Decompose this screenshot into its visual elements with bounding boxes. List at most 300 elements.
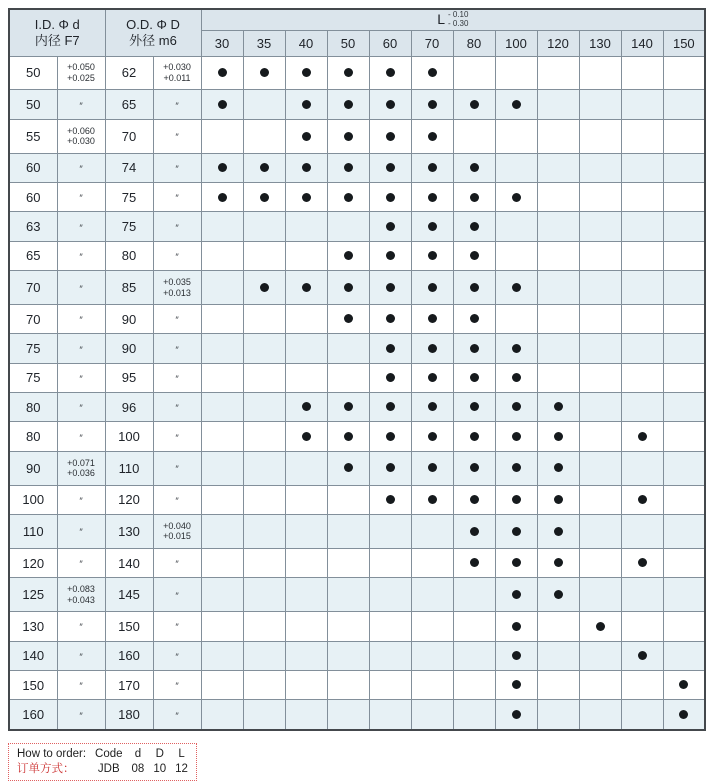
id-tolerance-cell <box>57 363 105 392</box>
availability-cell <box>495 212 537 241</box>
availability-dot <box>554 495 563 504</box>
od-cell: 75 <box>105 183 153 212</box>
availability-cell <box>537 393 579 422</box>
availability-cell <box>495 578 537 612</box>
availability-dot <box>302 193 311 202</box>
length-column-header: 80 <box>453 30 495 56</box>
availability-cell <box>621 183 663 212</box>
table-row <box>9 393 705 422</box>
id-tolerance-cell <box>57 119 105 153</box>
availability-cell <box>369 514 411 548</box>
availability-cell <box>453 612 495 641</box>
availability-dot <box>302 68 311 77</box>
availability-cell <box>243 271 285 305</box>
availability-cell <box>453 422 495 451</box>
availability-cell <box>201 212 243 241</box>
availability-cell <box>663 514 705 548</box>
availability-cell <box>579 363 621 392</box>
availability-cell <box>663 241 705 270</box>
od-cell: 140 <box>105 548 153 577</box>
availability-dot <box>679 710 688 719</box>
tolerance-line: +0.011 <box>163 72 191 83</box>
id-cell: 50 <box>9 90 57 119</box>
availability-cell <box>285 56 327 90</box>
availability-cell <box>495 56 537 90</box>
availability-dot <box>554 463 563 472</box>
availability-cell <box>537 305 579 334</box>
od-cell: 75 <box>105 212 153 241</box>
availability-cell <box>495 90 537 119</box>
id-cell: 90 <box>9 451 57 485</box>
availability-dot <box>386 132 395 141</box>
availability-cell <box>453 183 495 212</box>
availability-cell <box>663 363 705 392</box>
availability-dot <box>344 432 353 441</box>
ditto-mark: ″ <box>175 100 179 112</box>
availability-cell <box>327 305 369 334</box>
availability-cell <box>579 612 621 641</box>
od-cell: 96 <box>105 393 153 422</box>
availability-cell <box>453 119 495 153</box>
id-cell: 110 <box>9 514 57 548</box>
availability-dot <box>386 495 395 504</box>
availability-cell <box>243 700 285 730</box>
availability-cell <box>537 212 579 241</box>
availability-dot <box>470 100 479 109</box>
availability-cell <box>201 422 243 451</box>
availability-dot <box>344 68 353 77</box>
availability-cell <box>621 514 663 548</box>
availability-cell <box>327 641 369 670</box>
availability-cell <box>495 612 537 641</box>
availability-dot <box>428 100 437 109</box>
availability-cell <box>201 90 243 119</box>
availability-cell <box>369 334 411 363</box>
availability-cell <box>327 700 369 730</box>
table-row <box>9 485 705 514</box>
availability-dot <box>470 373 479 382</box>
availability-dot <box>344 402 353 411</box>
id-tolerance-cell <box>57 641 105 670</box>
tolerance-line: +0.083 <box>67 584 95 595</box>
availability-dot <box>470 402 479 411</box>
ditto-mark: ″ <box>175 590 179 602</box>
availability-cell <box>369 241 411 270</box>
od-tolerance-cell <box>153 670 201 699</box>
availability-cell <box>243 451 285 485</box>
tolerance-line: +0.035 <box>163 277 191 288</box>
od-tolerance-cell <box>153 548 201 577</box>
availability-dot <box>302 163 311 172</box>
id-tolerance-cell <box>57 90 105 119</box>
availability-cell <box>369 393 411 422</box>
length-column-header: 140 <box>621 30 663 56</box>
availability-dot <box>344 251 353 260</box>
availability-cell <box>285 578 327 612</box>
od-cell: 110 <box>105 451 153 485</box>
availability-cell <box>369 422 411 451</box>
availability-cell <box>243 363 285 392</box>
availability-cell <box>369 212 411 241</box>
availability-cell <box>369 700 411 730</box>
availability-cell <box>201 56 243 90</box>
availability-cell <box>621 56 663 90</box>
od-column-header <box>105 9 201 56</box>
availability-cell <box>411 670 453 699</box>
availability-cell <box>411 514 453 548</box>
availability-cell <box>579 700 621 730</box>
availability-dot <box>428 68 437 77</box>
id-header-subtitle: 内径 F7 <box>34 32 80 48</box>
availability-cell <box>663 119 705 153</box>
od-cell: 85 <box>105 271 153 305</box>
availability-cell <box>537 56 579 90</box>
id-tolerance-cell <box>57 305 105 334</box>
availability-dot <box>428 314 437 323</box>
table-row <box>9 548 705 577</box>
table-row <box>9 514 705 548</box>
id-tolerance-cell <box>57 514 105 548</box>
availability-cell <box>411 485 453 514</box>
availability-cell <box>285 183 327 212</box>
availability-cell <box>243 241 285 270</box>
availability-cell <box>453 548 495 577</box>
availability-dot <box>386 402 395 411</box>
availability-cell <box>201 363 243 392</box>
availability-dot <box>512 590 521 599</box>
availability-cell <box>537 271 579 305</box>
length-column-header: 35 <box>243 30 285 56</box>
od-tolerance-cell <box>153 485 201 514</box>
spec-table-body <box>9 56 705 730</box>
availability-dot <box>512 651 521 660</box>
length-column-header: 100 <box>495 30 537 56</box>
tolerance-line: +0.013 <box>163 287 191 298</box>
od-tolerance-cell <box>153 305 201 334</box>
od-cell: 62 <box>105 56 153 90</box>
availability-cell <box>621 90 663 119</box>
tolerance-line: +0.030 <box>67 136 95 147</box>
availability-cell <box>327 451 369 485</box>
availability-cell <box>411 451 453 485</box>
availability-dot <box>470 222 479 231</box>
availability-dot <box>554 558 563 567</box>
availability-cell <box>579 212 621 241</box>
ditto-mark: ″ <box>175 132 179 144</box>
spec-table-head <box>9 9 705 56</box>
availability-dot <box>386 283 395 292</box>
ditto-mark: ″ <box>79 495 83 507</box>
table-row <box>9 241 705 270</box>
availability-cell <box>663 334 705 363</box>
id-cell: 130 <box>9 612 57 641</box>
availability-cell <box>201 451 243 485</box>
ditto-mark: ″ <box>79 432 83 444</box>
ditto-mark: ″ <box>175 710 179 722</box>
ditto-mark: ″ <box>79 651 83 663</box>
availability-cell <box>621 271 663 305</box>
od-cell: 170 <box>105 670 153 699</box>
availability-cell <box>537 119 579 153</box>
availability-dot <box>554 590 563 599</box>
availability-dot <box>260 193 269 202</box>
availability-cell <box>495 271 537 305</box>
availability-cell <box>369 641 411 670</box>
availability-cell <box>411 183 453 212</box>
table-row <box>9 641 705 670</box>
od-cell: 90 <box>105 334 153 363</box>
availability-cell <box>537 153 579 182</box>
availability-dot <box>386 163 395 172</box>
availability-cell <box>411 363 453 392</box>
tolerance-line: +0.036 <box>67 468 95 479</box>
ditto-mark: ″ <box>175 651 179 663</box>
availability-dot <box>344 283 353 292</box>
od-cell: 80 <box>105 241 153 270</box>
availability-cell <box>411 700 453 730</box>
availability-cell <box>663 578 705 612</box>
ditto-mark: ″ <box>175 315 179 327</box>
order-code-top: Code <box>95 747 123 760</box>
availability-cell <box>453 334 495 363</box>
availability-cell <box>663 212 705 241</box>
id-cell: 60 <box>9 183 57 212</box>
od-tolerance-cell <box>153 578 201 612</box>
availability-dot <box>470 283 479 292</box>
availability-cell <box>537 90 579 119</box>
table-row <box>9 305 705 334</box>
availability-dot <box>218 193 227 202</box>
availability-cell <box>327 90 369 119</box>
availability-cell <box>411 56 453 90</box>
availability-dot <box>512 680 521 689</box>
availability-cell <box>327 548 369 577</box>
availability-cell <box>579 422 621 451</box>
availability-cell <box>369 612 411 641</box>
availability-cell <box>243 641 285 670</box>
ditto-mark: ″ <box>79 559 83 571</box>
id-cell: 80 <box>9 393 57 422</box>
availability-cell <box>663 56 705 90</box>
availability-cell <box>243 212 285 241</box>
availability-cell <box>243 578 285 612</box>
availability-cell <box>285 422 327 451</box>
availability-cell <box>621 548 663 577</box>
order-info-box <box>8 743 197 781</box>
length-column-header: 70 <box>411 30 453 56</box>
availability-cell <box>537 641 579 670</box>
availability-dot <box>344 463 353 472</box>
od-cell: 90 <box>105 305 153 334</box>
availability-cell <box>663 700 705 730</box>
tolerance-line: +0.015 <box>163 531 191 542</box>
ditto-mark: ″ <box>79 100 83 112</box>
availability-dot <box>428 251 437 260</box>
ditto-mark: ″ <box>79 681 83 693</box>
ditto-mark: ″ <box>175 403 179 415</box>
availability-dot <box>512 622 521 631</box>
availability-cell <box>453 578 495 612</box>
availability-cell <box>285 641 327 670</box>
id-cell: 150 <box>9 670 57 699</box>
availability-cell <box>537 612 579 641</box>
order-L-top: L <box>178 747 185 760</box>
availability-dot <box>344 193 353 202</box>
availability-cell <box>495 119 537 153</box>
availability-cell <box>537 700 579 730</box>
availability-cell <box>285 153 327 182</box>
tolerance-line: +0.071 <box>67 457 95 468</box>
availability-dot <box>470 527 479 536</box>
availability-cell <box>369 56 411 90</box>
availability-dot <box>428 373 437 382</box>
availability-dot <box>428 495 437 504</box>
availability-cell <box>243 56 285 90</box>
ditto-mark: ″ <box>175 559 179 571</box>
availability-dot <box>470 558 479 567</box>
availability-cell <box>243 485 285 514</box>
availability-cell <box>285 485 327 514</box>
availability-cell <box>201 578 243 612</box>
availability-cell <box>327 363 369 392</box>
availability-dot <box>512 344 521 353</box>
availability-dot <box>512 495 521 504</box>
availability-cell <box>663 451 705 485</box>
id-cell: 65 <box>9 241 57 270</box>
availability-cell <box>579 183 621 212</box>
availability-cell <box>411 119 453 153</box>
id-tolerance-cell <box>57 670 105 699</box>
availability-dot <box>679 680 688 689</box>
availability-dot <box>638 651 647 660</box>
availability-cell <box>369 153 411 182</box>
availability-cell <box>621 241 663 270</box>
table-row <box>9 612 705 641</box>
availability-cell <box>369 578 411 612</box>
availability-cell <box>579 548 621 577</box>
od-tolerance-cell <box>153 393 201 422</box>
availability-dot <box>386 314 395 323</box>
ditto-mark: ″ <box>79 344 83 356</box>
availability-cell <box>285 90 327 119</box>
availability-dot <box>386 68 395 77</box>
availability-dot <box>512 373 521 382</box>
availability-cell <box>453 56 495 90</box>
availability-cell <box>453 641 495 670</box>
availability-dot <box>260 283 269 292</box>
availability-dot <box>428 222 437 231</box>
availability-cell <box>369 305 411 334</box>
table-row <box>9 271 705 305</box>
od-tolerance-cell <box>153 700 201 730</box>
id-cell: 55 <box>9 119 57 153</box>
od-cell: 65 <box>105 90 153 119</box>
availability-dot <box>470 344 479 353</box>
id-tolerance-cell <box>57 334 105 363</box>
availability-cell <box>369 548 411 577</box>
availability-cell <box>201 183 243 212</box>
availability-dot <box>512 463 521 472</box>
availability-cell <box>243 305 285 334</box>
table-row <box>9 212 705 241</box>
availability-dot <box>386 432 395 441</box>
availability-cell <box>327 212 369 241</box>
od-tolerance-cell <box>153 153 201 182</box>
tolerance-line: +0.060 <box>67 125 95 136</box>
availability-cell <box>579 305 621 334</box>
availability-dot <box>512 193 521 202</box>
availability-cell <box>621 612 663 641</box>
availability-dot <box>470 314 479 323</box>
order-code-bottom: JDB <box>97 763 120 776</box>
availability-cell <box>495 334 537 363</box>
id-cell: 75 <box>9 334 57 363</box>
availability-cell <box>369 271 411 305</box>
id-cell: 70 <box>9 271 57 305</box>
availability-cell <box>327 670 369 699</box>
availability-dot <box>512 558 521 567</box>
availability-cell <box>495 422 537 451</box>
availability-cell <box>537 422 579 451</box>
availability-cell <box>663 670 705 699</box>
availability-cell <box>621 670 663 699</box>
availability-cell <box>285 271 327 305</box>
availability-cell <box>243 90 285 119</box>
od-tolerance-cell <box>153 641 201 670</box>
availability-dot <box>554 432 563 441</box>
tolerance-line: +0.025 <box>67 72 95 83</box>
availability-cell <box>495 548 537 577</box>
ditto-mark: ″ <box>175 251 179 263</box>
availability-cell <box>621 578 663 612</box>
availability-dot <box>302 132 311 141</box>
availability-cell <box>579 485 621 514</box>
availability-cell <box>285 514 327 548</box>
length-column-header: 50 <box>327 30 369 56</box>
od-cell: 120 <box>105 485 153 514</box>
availability-cell <box>327 183 369 212</box>
availability-cell <box>369 451 411 485</box>
id-header-title: I.D. Φ d <box>34 16 80 32</box>
id-tolerance-cell <box>57 548 105 577</box>
ditto-mark: ″ <box>79 527 83 539</box>
availability-cell <box>621 334 663 363</box>
length-tolerance <box>448 10 468 28</box>
availability-dot <box>386 222 395 231</box>
ditto-mark: ″ <box>79 283 83 295</box>
availability-cell <box>369 183 411 212</box>
od-cell: 74 <box>105 153 153 182</box>
od-cell: 100 <box>105 422 153 451</box>
order-d-bottom: 08 <box>131 763 145 776</box>
availability-dot <box>386 463 395 472</box>
availability-cell <box>201 334 243 363</box>
availability-dot <box>428 402 437 411</box>
od-tolerance-cell <box>153 90 201 119</box>
availability-dot <box>386 100 395 109</box>
availability-cell <box>453 90 495 119</box>
availability-dot <box>302 402 311 411</box>
availability-cell <box>327 422 369 451</box>
availability-dot <box>470 163 479 172</box>
ditto-mark: ″ <box>79 222 83 234</box>
availability-cell <box>663 305 705 334</box>
length-tolerance-lower: - 0.30 <box>447 19 469 29</box>
ditto-mark: ″ <box>175 622 179 634</box>
id-cell: 63 <box>9 212 57 241</box>
availability-cell <box>285 334 327 363</box>
availability-cell <box>453 212 495 241</box>
